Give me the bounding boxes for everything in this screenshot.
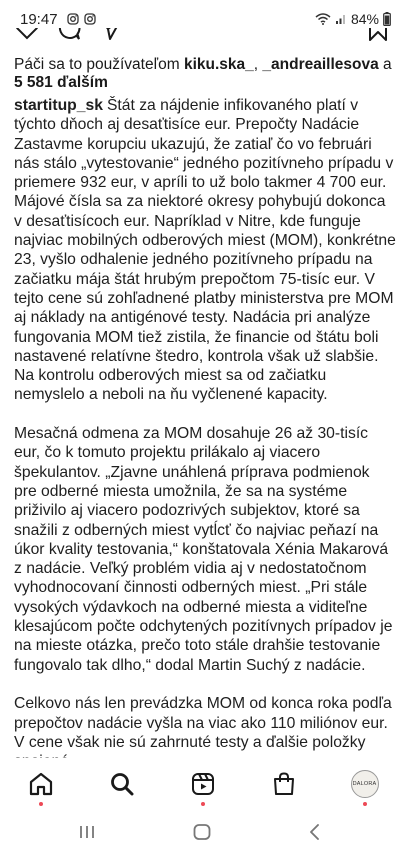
caption-paragraph: Mesačná odmena za MOM dosahuje 26 až 30-tisíc eur, čo k tomuto projektu prilákalo aj viacero špekulantov. „Zjavne unáhlená príprava podmienok pre odberné miesta umožnila, že sa na systéme priživilo aj viacero podozrivých subjektov, ktoré sa snažili z odberných miest vytĺcť čo najviac peňazí na úkor kvality testovania,“ konštatovala Xénia Makarová z nadácie. Veľký problém vidia aj v nedostatočnom vyhodnocovaní činnosti odberných miest. „Pri stále vysokých výdavkoch na odberné miesta a viditeľne klesajúcom počte odchytených pozitívnych prípadov je na mieste otázka, prečo toto stále drahšie testovanie fungovalo tak dlho,“ dodal Martin Suchý z nadácie. bbox=[14, 425, 393, 674]
caption-paragraph: Celkovo nás len prevádzka MOM od konca roka podľa prepočtov nadácie vyšla na viac ako 110 miliónov eur. V cene však nie sú zahrnuté testy a ďalšie položky bbox=[14, 695, 392, 751]
avatar-label: DALORA bbox=[352, 781, 377, 787]
search-icon bbox=[109, 771, 135, 797]
bottom-navigation bbox=[0, 758, 405, 810]
likes-others-count[interactable]: 5 581 ďalším bbox=[14, 74, 108, 91]
nav-profile[interactable] bbox=[341, 760, 389, 808]
likes-summary[interactable] bbox=[14, 56, 394, 92]
system-home-button[interactable] bbox=[187, 820, 217, 844]
likes-separator: , bbox=[253, 56, 263, 73]
wifi-icon bbox=[315, 13, 331, 25]
likes-conjunction: a bbox=[378, 56, 392, 73]
back-icon bbox=[307, 823, 323, 841]
notification-dot bbox=[39, 802, 43, 806]
battery-icon bbox=[383, 12, 391, 26]
system-navigation-bar bbox=[0, 810, 405, 855]
notification-dot bbox=[201, 802, 205, 806]
comment-icon[interactable] bbox=[56, 28, 82, 42]
back-button[interactable] bbox=[300, 820, 330, 844]
signal-icon bbox=[335, 13, 347, 25]
nav-home[interactable] bbox=[17, 760, 65, 808]
like-heart-icon[interactable] bbox=[14, 28, 40, 42]
caption-text: Štát za nájdenie infikovaného platí v týchto dňoch aj desaťtisíce eur. Prepočty Nadácie Zastavme korupciu ukazujú, že zatiaľ čo vo februári nás stálo „vytestovanie“ jedného pozitívneho prípadu v priemere 932 eur, v apríli to už bolo takmer 4 700 eur. Májové čísla sa za niektoré okresy pohybujú dokonca v desaťtisícoch eur. Napríklad v Nitre, kde funguje najviac mobilných odberových miest (MOM), konkrétne 23, vyšlo odhalenie jedného pozitívneho prípadu na začiatku mája štát hrubým prepočtom 75-tisíc eur. V tejto cene sú zohľadnené platby ministerstva pre MOM aj náklady na antigénové testy. Nadácia pri analýze fungovania MOM tiež zistila, že financie od štátu boli nastavené relatívne štedro, kontrola však už slabšie. Na kontrolu odberových miest sa od začiatku nemyslelo a neboli na ňu vyčlenené kapacity. bbox=[14, 97, 396, 404]
shop-icon bbox=[271, 771, 297, 797]
save-bookmark-icon[interactable] bbox=[366, 28, 390, 42]
liker-username[interactable]: kiku.ska_ bbox=[183, 56, 254, 73]
nav-shop[interactable] bbox=[260, 760, 308, 808]
recent-apps-icon bbox=[78, 824, 96, 840]
liker-username[interactable]: _andreaillesova bbox=[262, 56, 379, 73]
reels-icon bbox=[190, 771, 216, 797]
caption-paragraph bbox=[14, 96, 396, 405]
status-time: 19:47 bbox=[20, 11, 58, 28]
caption-username[interactable]: startitup_sk bbox=[14, 97, 103, 114]
post-action-row bbox=[0, 28, 405, 46]
nav-reels[interactable] bbox=[179, 760, 227, 808]
notification-dot bbox=[363, 802, 367, 806]
likes-prefix: Páči sa to používateľom bbox=[14, 56, 184, 73]
post-caption bbox=[14, 96, 396, 791]
home-icon bbox=[28, 771, 54, 797]
nav-search[interactable] bbox=[98, 760, 146, 808]
share-icon[interactable] bbox=[98, 28, 124, 42]
profile-avatar bbox=[351, 770, 379, 798]
home-button-icon bbox=[192, 823, 212, 841]
status-right bbox=[315, 11, 391, 27]
instagram-notification-icon bbox=[84, 13, 96, 25]
battery-percent: 84% bbox=[350, 11, 379, 27]
status-notification-icons bbox=[67, 13, 96, 25]
recent-apps-button[interactable] bbox=[72, 820, 102, 844]
instagram-notification-icon bbox=[67, 13, 79, 25]
